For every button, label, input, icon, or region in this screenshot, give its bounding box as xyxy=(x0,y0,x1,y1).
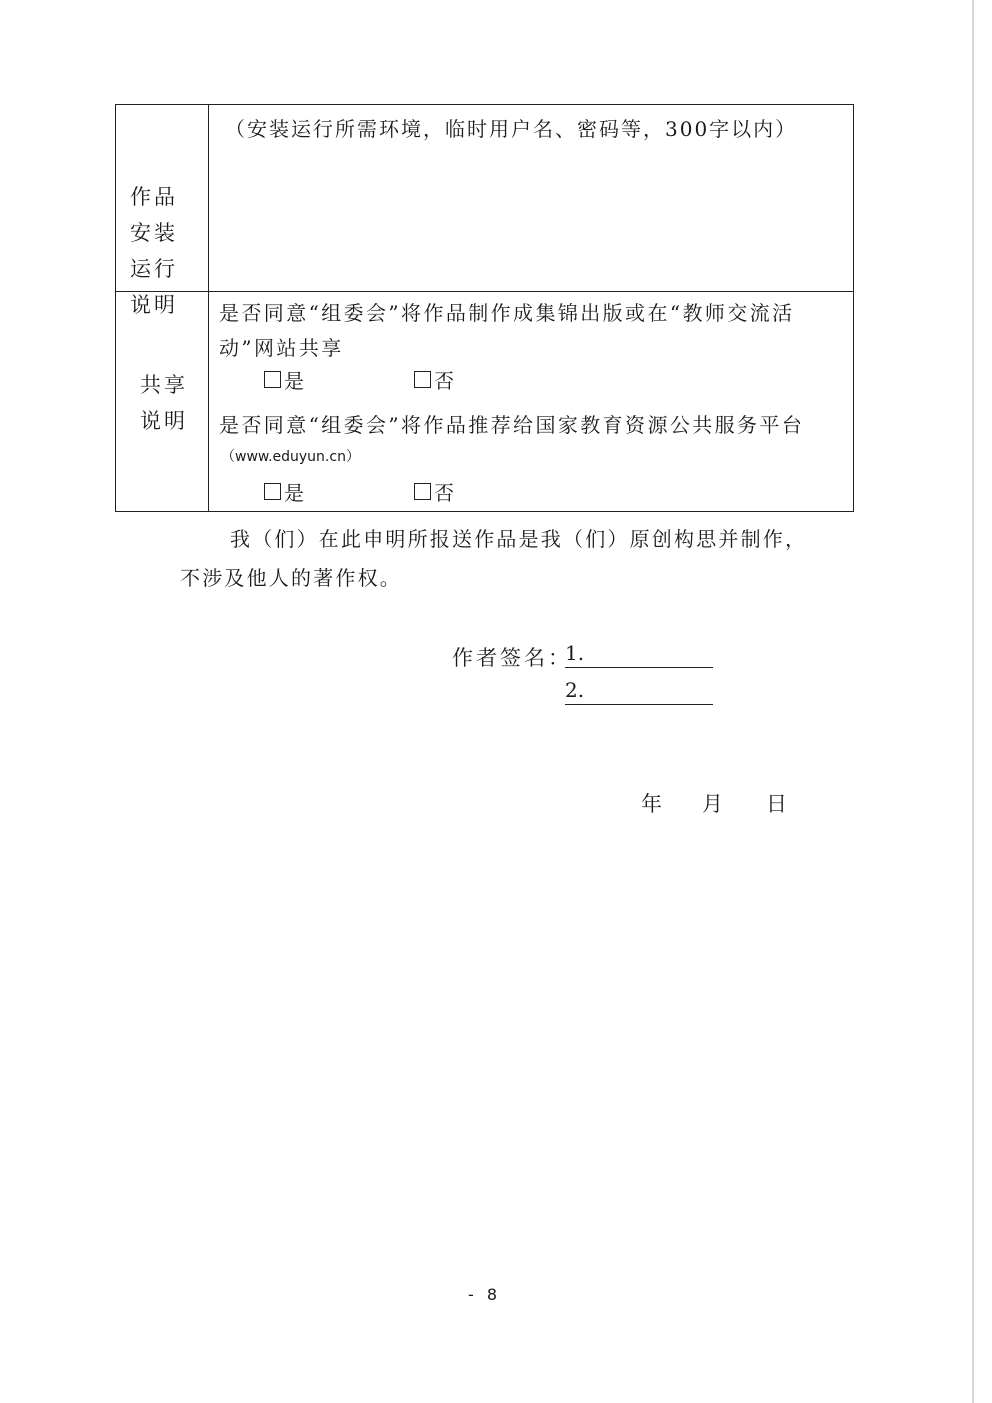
install-label: 作品安装运行说明 xyxy=(130,185,178,317)
checkbox-icon[interactable] xyxy=(264,483,281,500)
install-row xyxy=(116,105,854,292)
date-day-label: 日 xyxy=(766,792,787,816)
declaration-line-2: 不涉及他人的著作权。 xyxy=(180,566,402,590)
application-form-table xyxy=(115,104,854,512)
date-year-label: 年 xyxy=(641,792,662,816)
share-2-yes-option[interactable] xyxy=(264,477,304,506)
install-hint: （安装运行所需环境，临时用户名、密码等，300字以内） xyxy=(225,117,798,141)
share-1-no-option[interactable] xyxy=(414,365,454,394)
share-label-cell xyxy=(116,292,209,512)
page-number: - 8 xyxy=(468,1285,502,1304)
date-month-label: 月 xyxy=(702,792,723,816)
option-yes-label: 是 xyxy=(284,481,304,505)
signature-label: 作者签名： xyxy=(452,646,572,670)
share-question-2: 是否同意“组委会”将作品推荐给国家教育资源公共服务平台 xyxy=(219,413,805,437)
share-1-yes-option[interactable] xyxy=(264,365,304,394)
declaration-line-1: 我（们）在此申明所报送作品是我（们）原创构思并制作， xyxy=(230,527,808,551)
share-2-no-option[interactable] xyxy=(414,477,454,506)
install-content-cell[interactable] xyxy=(209,105,854,292)
checkbox-icon[interactable] xyxy=(264,371,281,388)
checkbox-icon[interactable] xyxy=(414,371,431,388)
share-question-1: 是否同意“组委会”将作品制作成集锦出版或在“教师交流活动”网站共享 xyxy=(219,301,795,360)
install-label-cell xyxy=(116,105,209,317)
option-yes-label: 是 xyxy=(284,369,304,393)
option-no-label: 否 xyxy=(434,481,454,505)
option-no-label: 否 xyxy=(434,369,454,393)
share-url: （www.eduyun.cn） xyxy=(221,449,360,465)
checkbox-icon[interactable] xyxy=(414,483,431,500)
signature-field-2[interactable]: 2. xyxy=(565,678,713,705)
share-row xyxy=(116,292,854,512)
share-label: 共享说明 xyxy=(140,373,188,433)
scan-edge-line xyxy=(972,0,974,1403)
share-content-cell xyxy=(209,292,854,512)
signature-field-1[interactable]: 1. xyxy=(565,641,713,668)
